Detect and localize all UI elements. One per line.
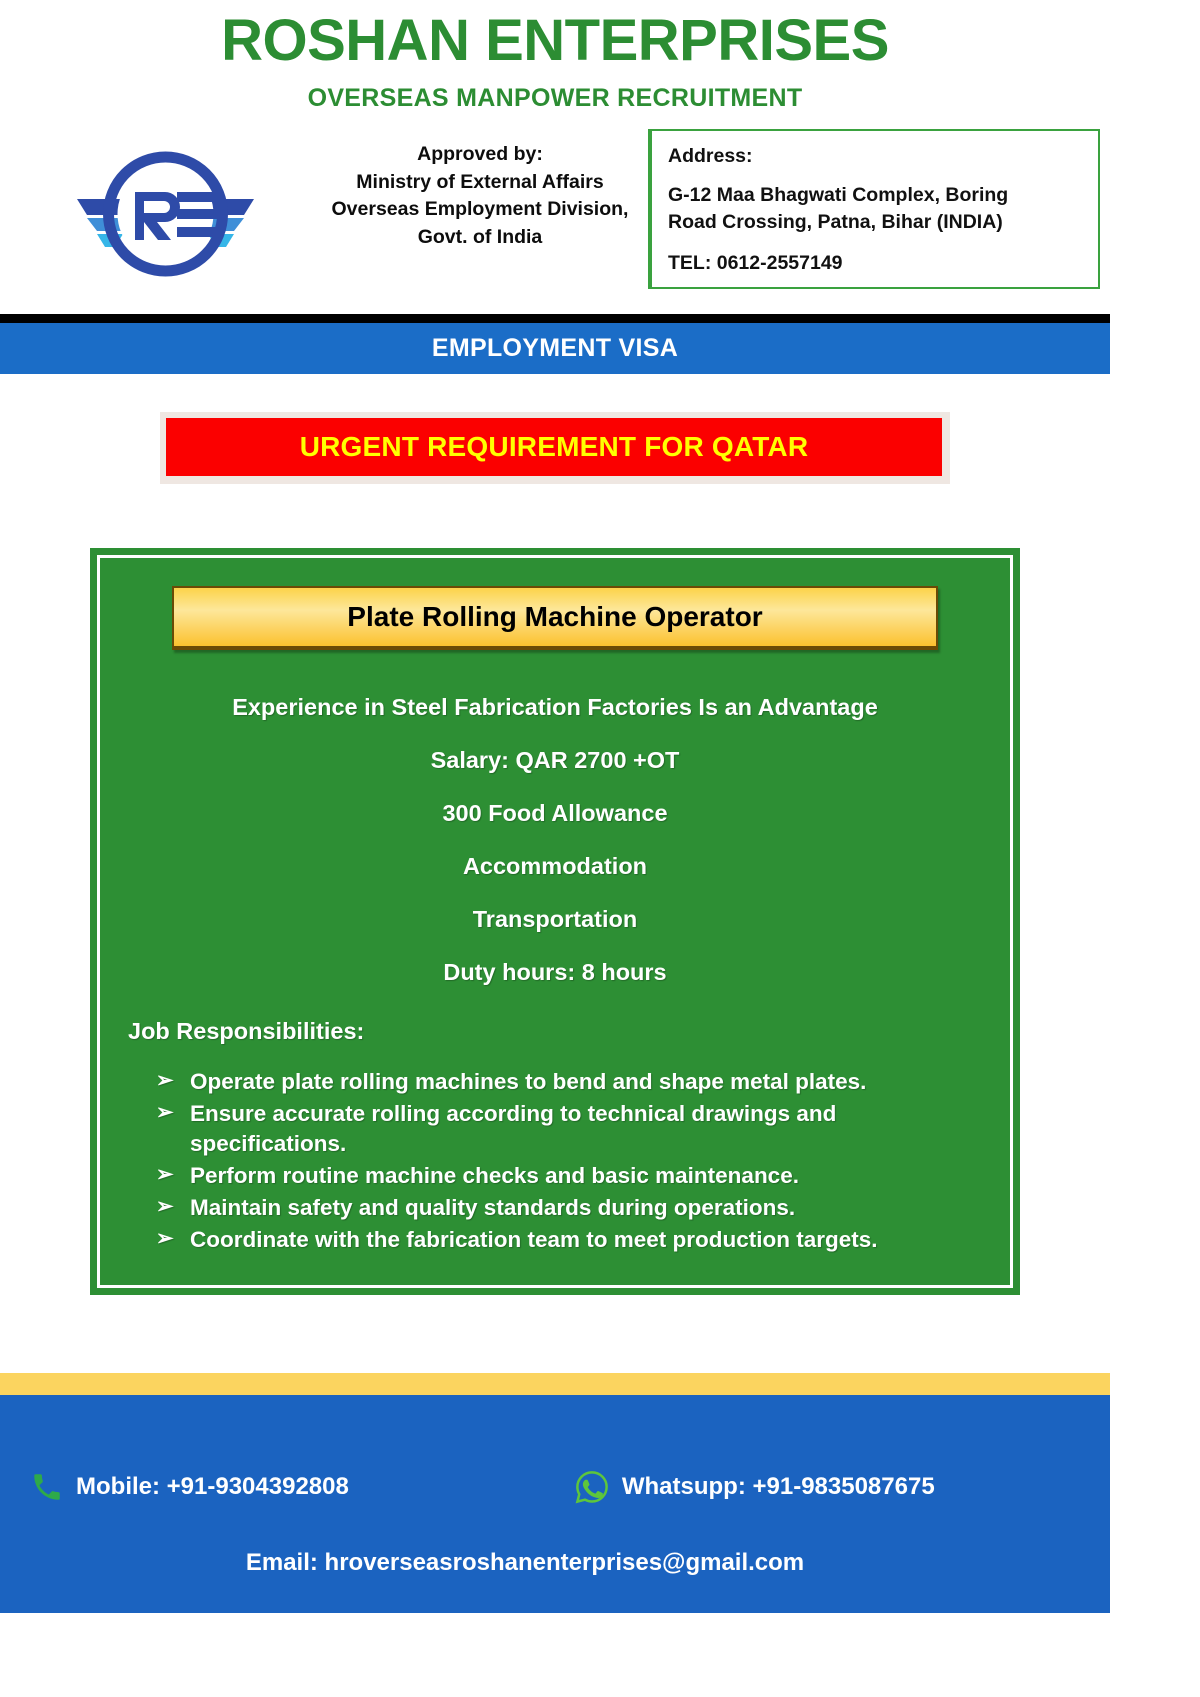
address-body (668, 182, 1082, 236)
job-title-banner (172, 586, 938, 650)
email-contact[interactable]: Email: hroverseasroshanenterprises@gmail.com (245, 1548, 805, 1576)
address-box (648, 129, 1100, 289)
urgent-banner-wrapper (0, 412, 1110, 484)
whatsapp-number-text: Whatsupp: +91-9835087675 (621, 1472, 935, 1500)
employment-visa-label: EMPLOYMENT VISA (431, 334, 679, 362)
responsibilities-list (120, 1067, 990, 1255)
list-item (120, 1067, 990, 1097)
address-line-1: G-12 Maa Bhagwati Complex, Boring (668, 184, 1009, 206)
job-details-panel (90, 548, 1020, 1295)
header-divider-rule (0, 314, 1110, 323)
job-title-plate (172, 586, 938, 650)
re-monogram-logo (73, 139, 258, 289)
list-item (120, 1225, 990, 1255)
employment-visa-banner (0, 323, 1110, 374)
benefit-item: Transportation (472, 906, 638, 932)
whatsapp-contact[interactable] (574, 1469, 935, 1505)
phone-icon (30, 1470, 64, 1504)
benefit-item: Accommodation (462, 853, 648, 879)
arrow-bullet-icon: ➢ (156, 1162, 174, 1186)
company-logo (0, 129, 330, 289)
urgent-requirement-label: URGENT REQUIREMENT FOR QATAR (299, 431, 809, 462)
approval-block (330, 129, 630, 252)
address-line-2: Road Crossing, Patna, Bihar (INDIA) (668, 210, 1003, 233)
responsibility-text: Perform routine machine checks and basic maintenance. (190, 1162, 799, 1188)
responsibility-text: Ensure accurate rolling according to technical drawings and specifications. (190, 1100, 837, 1156)
approval-line-3: Overseas Employment Division, (331, 198, 629, 221)
responsibility-text: Operate plate rolling machines to bend and shape metal plates. (190, 1069, 867, 1094)
address-label: Address: (668, 145, 753, 167)
responsibilities-heading: Job Responsibilities: (128, 1018, 365, 1044)
whatsapp-icon-svg (574, 1469, 610, 1505)
arrow-bullet-icon: ➢ (156, 1226, 174, 1250)
urgent-requirement-banner (166, 418, 942, 476)
benefit-item: Duty hours: 8 hours (443, 959, 667, 985)
responsibility-text: Maintain safety and quality standards during operations. (190, 1194, 796, 1220)
contact-row (0, 1395, 1110, 1505)
list-item (120, 1099, 990, 1159)
arrow-bullet-icon: ➢ (156, 1100, 174, 1124)
arrow-bullet-icon: ➢ (156, 1194, 174, 1218)
address-telephone: TEL: 0612-2557149 (668, 251, 843, 274)
approval-line-2: Ministry of External Affairs (356, 170, 604, 193)
urgent-banner-shadow (160, 412, 950, 484)
approval-line-1: Approved by: (417, 143, 543, 165)
job-details-inner (97, 555, 1013, 1288)
header-info-row (0, 129, 1110, 314)
list-item (120, 1193, 990, 1223)
whatsapp-icon (574, 1469, 610, 1505)
logo-svg (73, 139, 258, 289)
benefit-item: Salary: QAR 2700 +OT (430, 747, 680, 773)
footer-yellow-strip (0, 1373, 1110, 1395)
company-tagline: OVERSEAS MANPOWER RECRUITMENT (307, 84, 803, 112)
benefit-item: 300 Food Allowance (442, 800, 668, 826)
job-title-text: Plate Rolling Machine Operator (347, 601, 763, 632)
footer-spacer (0, 1295, 1110, 1373)
phone-icon-svg (30, 1470, 64, 1504)
benefit-item: Experience in Steel Fabrication Factories Is an Advantage (232, 694, 878, 720)
mobile-number-text: Mobile: +91-9304392808 (76, 1472, 349, 1500)
company-name: ROSHAN ENTERPRISES (221, 8, 889, 73)
arrow-bullet-icon: ➢ (156, 1069, 174, 1092)
mobile-contact[interactable] (30, 1470, 349, 1504)
approval-line-4: Govt. of India (417, 226, 543, 249)
responsibility-text: Coordinate with the fabrication team to meet production targets. (190, 1226, 878, 1252)
contact-footer (0, 1395, 1110, 1613)
list-item (120, 1161, 990, 1191)
